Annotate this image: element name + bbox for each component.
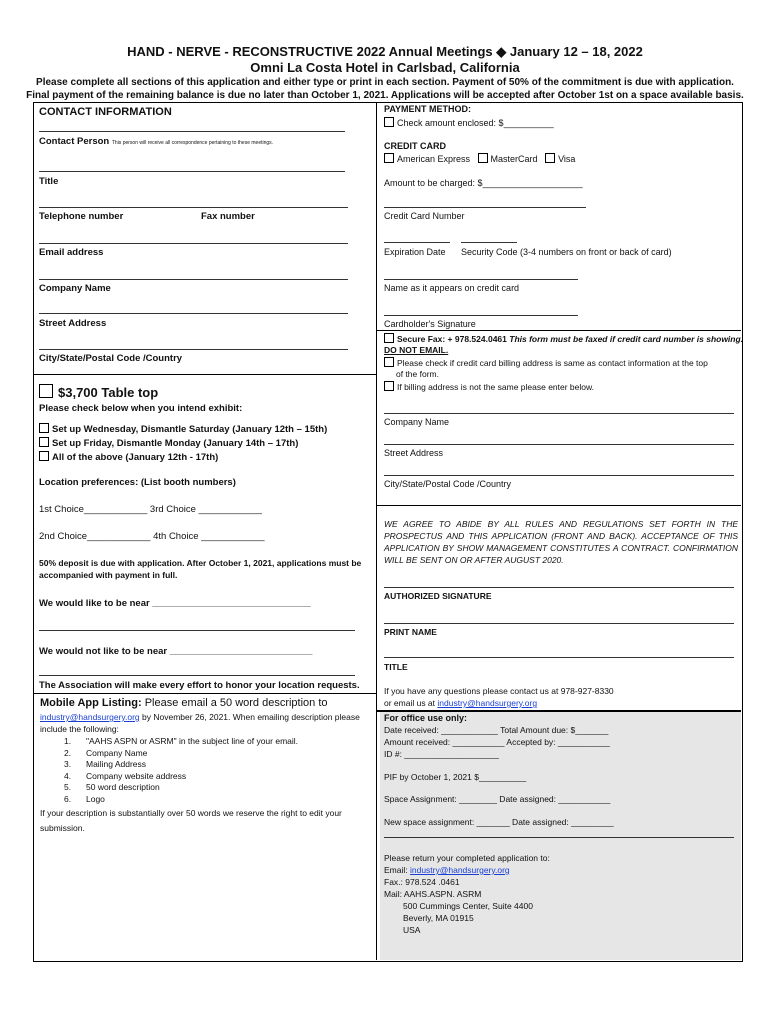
office-pif: PIF by October 1, 2021 $__________ — [384, 772, 527, 782]
expiration-label: Expiration Date — [384, 247, 446, 257]
billing-city-field[interactable] — [384, 475, 734, 476]
section-divider — [33, 374, 376, 375]
payment-heading: PAYMENT METHOD: — [384, 104, 472, 114]
security-code-field[interactable] — [461, 242, 517, 243]
name-on-card-field[interactable] — [384, 279, 578, 280]
header-title: HAND - NERVE - RECONSTRUCTIVE 2022 Annual Meetings ◆ January 12 – 18, 2022 — [127, 44, 643, 59]
billing-same-option[interactable]: Please check if credit card billing address is same as contact information at the top — [384, 357, 708, 368]
title-sign-label: TITLE — [384, 662, 408, 672]
card-number-field[interactable] — [384, 207, 586, 208]
questions-email: or email us at industry@handsurgery.org — [384, 698, 538, 708]
return-mail: Mail: AAHS.ASPN. ASRM — [384, 889, 482, 899]
setup-1-checkbox[interactable] — [39, 423, 49, 433]
print-name-field[interactable] — [384, 623, 734, 624]
billing-different-option[interactable]: If billing address is not the same please enter below. — [384, 381, 594, 392]
company-label: Company Name — [39, 283, 111, 294]
no-email-warning: DO NOT EMAIL. — [384, 345, 449, 355]
mastercard-checkbox[interactable] — [478, 153, 488, 163]
not-near-request[interactable]: We would not like to be near ___________________________ — [39, 646, 313, 657]
billing-city-label: City/State/Postal Code /Country — [384, 479, 512, 489]
telephone-field[interactable] — [39, 207, 348, 208]
return-address-1: 500 Cummings Center, Suite 4400 — [403, 901, 533, 911]
email-label: Email address — [39, 247, 104, 258]
billing-same-cont: of the form. — [396, 369, 439, 379]
secure-fax: Secure Fax: + 978.524.0461 This form must be faxed if credit card number is showing. — [384, 333, 743, 344]
near-request-line[interactable] — [39, 630, 355, 631]
header-instructions: Please complete all sections of this application and either type or print in each section. Payment of 50% of the commitment is due with application. — [36, 77, 734, 88]
list-item: 6. Logo — [64, 793, 105, 804]
list-item: 5. 50 word description — [64, 782, 160, 792]
check-option[interactable]: Check amount enclosed: $__________ — [384, 117, 554, 128]
list-item: 3. Mailing Address — [64, 759, 147, 769]
list-item: 2. Company Name — [64, 747, 148, 758]
city-label: City/State/Postal Code /Country — [39, 353, 183, 364]
contact-person-note: This person will receive all correspondence pertaining to these meetings. — [111, 140, 274, 146]
agreement-text: WE AGREE TO ABIDE BY ALL RULES AND REGULATIONS SET FORTH IN THE PROSPECTUS AND THIS APPLICATION (FRONT AND BACK). ACCEPTANCE OF THIS APPLICATION BY SHOW MANAGEMENT CONSTITUTES A CONTRACT. CONFIRMATION WILL BE SENT ON OR AFTER AUGUST 2020. — [384, 519, 738, 565]
return-address-2: Beverly, MA 01915 — [403, 913, 474, 923]
mobile-instructions: industry@handsurgery.org by November 26, 2021. When emailing description please include the following: — [40, 712, 360, 734]
street-field[interactable] — [39, 313, 348, 314]
return-email: Email: industry@handsurgery.org — [384, 865, 510, 875]
city-field[interactable] — [39, 349, 348, 350]
office-use-heading: For office use only: — [384, 713, 468, 723]
section-divider — [376, 330, 741, 331]
list-item: 4. Company website address — [64, 770, 187, 781]
office-divider — [384, 837, 734, 838]
card-type-options[interactable]: American Express MasterCard Visa — [384, 153, 575, 164]
office-id: ID #: ____________________ — [384, 749, 499, 759]
title-field[interactable] — [39, 171, 345, 172]
title-label: Title — [39, 176, 59, 187]
honor-note: The Association will make every effort to honor your location requests. — [39, 680, 360, 691]
section-divider — [376, 505, 741, 506]
deposit-note: 50% deposit is due with application. After October 1, 2021, applications must be accompanied with payment in full. — [39, 558, 362, 580]
billing-company-label: Company Name — [384, 417, 450, 427]
security-code-label: Security Code (3-4 numbers on front or back of card) — [461, 247, 672, 257]
street-label: Street Address — [39, 318, 107, 329]
questions-email-link[interactable]: industry@handsurgery.org — [437, 698, 538, 708]
card-number-label: Credit Card Number — [384, 211, 465, 221]
return-email-link[interactable]: industry@handsurgery.org — [409, 865, 510, 875]
setup-2-checkbox[interactable] — [39, 437, 49, 447]
contact-heading: CONTACT INFORMATION — [39, 106, 172, 118]
expiration-field[interactable] — [384, 242, 450, 243]
office-amount-received: Amount received: ___________ Accepted by: ___________ — [384, 737, 610, 747]
title-sign-field[interactable] — [384, 657, 734, 658]
email-field[interactable] — [39, 243, 348, 244]
office-space-assignment: Space Assignment: ________ Date assigned: ___________ — [384, 794, 611, 804]
authorized-signature-field[interactable] — [384, 587, 734, 588]
visa-checkbox[interactable] — [545, 153, 555, 163]
booth-choice-1-3[interactable]: 1st Choice____________ 3rd Choice ____________ — [39, 504, 262, 515]
billing-company-field[interactable] — [384, 413, 734, 414]
company-field[interactable] — [39, 279, 348, 280]
location-preferences: Location preferences: (List booth numbers) — [39, 477, 236, 488]
billing-different-checkbox[interactable] — [384, 381, 394, 391]
tabletop-checkbox[interactable] — [39, 384, 53, 398]
fax-label: Fax number — [201, 211, 255, 222]
section-divider — [33, 693, 376, 694]
return-fax: Fax.: 978.524 .0461 — [384, 877, 460, 887]
office-date-received: Date received: ____________ Total Amount due: $_______ — [384, 725, 609, 735]
telephone-label: Telephone number — [39, 211, 124, 222]
contact-person-label: Contact Person This person will receive all correspondence pertaining to these meetings. — [39, 136, 274, 147]
amount-charged[interactable]: Amount to be charged: $____________________ — [384, 178, 583, 188]
not-near-line[interactable] — [39, 675, 355, 676]
mobile-email-link[interactable]: industry@handsurgery.org — [40, 712, 140, 722]
billing-same-checkbox[interactable] — [384, 357, 394, 367]
authorized-signature-label: AUTHORIZED SIGNATURE — [384, 591, 492, 601]
mobile-heading: Mobile App Listing: Please email a 50 word description to — [40, 697, 328, 709]
signature-field[interactable] — [384, 315, 578, 316]
setup-option-2[interactable]: Set up Friday, Dismantle Monday (January 14th – 17th) — [39, 437, 298, 449]
amex-checkbox[interactable] — [384, 153, 394, 163]
fax-warning: This form must be faxed if credit card number is showing. — [509, 334, 744, 344]
return-address-3: USA — [403, 925, 421, 935]
mobile-item-list — [64, 736, 298, 805]
return-instruction: Please return your completed application to: — [384, 853, 550, 863]
tabletop-option[interactable]: $3,700 Table top — [39, 384, 158, 400]
booth-choice-2-4[interactable]: 2nd Choice____________ 4th Choice ____________ — [39, 531, 265, 542]
billing-street-label: Street Address — [384, 448, 444, 458]
questions-contact: If you have any questions please contact us at 978-927-8330 — [384, 686, 614, 696]
contact-person-field[interactable] — [39, 131, 345, 132]
mobile-footer: If your description is substantially over 50 words we reserve the right to edit your submission. — [40, 808, 342, 833]
name-on-card-label: Name as it appears on credit card — [384, 283, 520, 293]
header-final-payment: Final payment of the remaining balance is due no later than October 1, 2021. Applications will be accepted after October 1st on a space available basis. — [26, 90, 744, 101]
header-venue: Omni La Costa Hotel in Carlsbad, California — [250, 60, 520, 75]
print-name-label: PRINT NAME — [384, 627, 437, 637]
credit-card-heading: CREDIT CARD — [384, 141, 446, 151]
exhibit-instruction: Please check below when you intend exhibit: — [39, 403, 243, 414]
cardholder-signature-label: Cardholder's Signature — [384, 319, 476, 329]
setup-option-3[interactable]: All of the above (January 12th - 17th) — [39, 451, 218, 463]
setup-option-1[interactable]: Set up Wednesday, Dismantle Saturday (January 12th – 15th) — [39, 423, 327, 435]
column-divider — [376, 102, 377, 960]
billing-street-field[interactable] — [384, 444, 734, 445]
near-request[interactable]: We would like to be near ______________________________ — [39, 598, 311, 609]
office-new-space: New space assignment: _______ Date assigned: _________ — [384, 817, 614, 827]
setup-3-checkbox[interactable] — [39, 451, 49, 461]
list-item: 1. "AAHS ASPN or ASRM" in the subject line of your email. — [64, 736, 299, 746]
check-checkbox[interactable] — [384, 117, 394, 127]
